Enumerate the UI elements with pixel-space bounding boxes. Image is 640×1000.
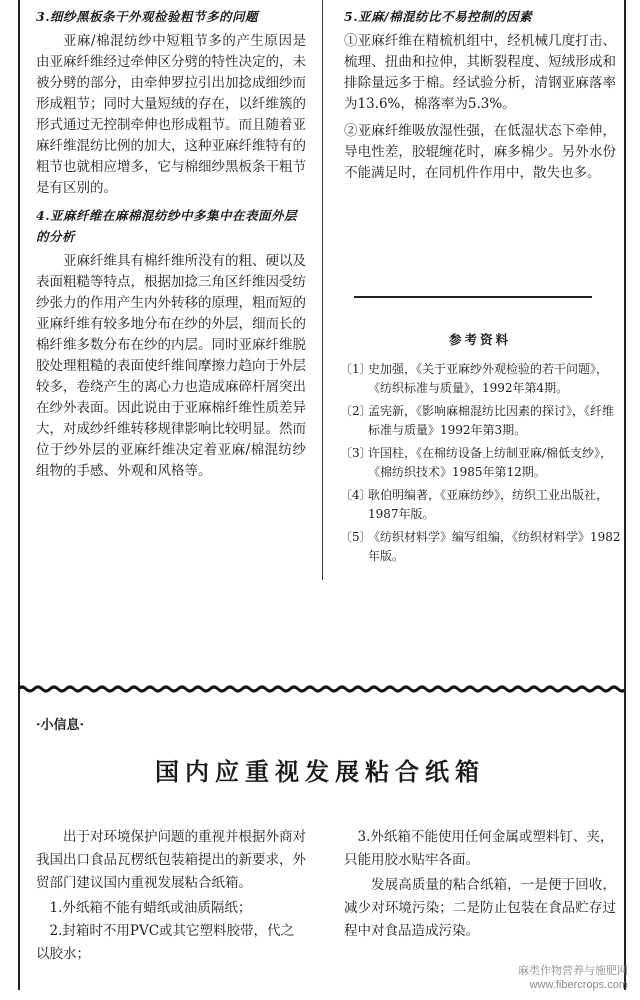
column-divider [322,0,323,580]
news-left-column [36,826,306,966]
reference-number: 〔3〕 [340,446,372,460]
left-column [36,6,306,488]
reference-item [340,444,622,482]
reference-number: 〔5〕 [340,530,372,544]
reference-text: 许国柱，《在棉纺设备上纺制亚麻/棉低支纱》，《棉纺织技术》1985年第12期。 [368,446,613,479]
news-item-2: 2.封箱时不用PVC或其它塑料胶带，代之以胶水； [36,923,295,962]
references-title: 参考资料 [448,332,511,347]
news-item-3: 3.外纸箱不能使用任何金属或塑料钉、夹，只能用胶水贴牢各面。 [344,829,614,868]
reference-text: 耿伯明编著，《亚麻纺纱》，纺织工业出版社，1987年版。 [368,488,609,521]
watermark-line-2: www.fibercrops.com [529,979,628,991]
reference-item [340,486,622,524]
section-3-paragraph: 亚麻/棉混纺纱中短粗节多的产生原因是由亚麻纤维经过牵伸区分劈的特性决定的，未被分劈的部分，由牵伸罗拉引出加捻成细纱而形成粗节；同时大量短绒的存在，以纤维簇的形式通过无控制牵伸也形成粗节。而且随着亚麻纤维混纺比例的加大，这种亚麻纤维特有的粗节也就相应增多，它与棉细纱黑板条干粗节是有区别的。 [36,33,306,196]
references-list [340,360,622,570]
section-4-heading: 4.亚麻纤维在麻棉混纺纱中多集中在表面外层的分析 [36,208,298,244]
reference-number: 〔2〕 [340,404,372,418]
reference-text: 史加强，《关于亚麻纱外观检验的若干问题》，《纺织标准与质量》，1992年第4期。 [368,362,609,395]
news-tag: ·小信息· [36,718,85,733]
section-3-heading: 3.细纱黑板条干外观检验粗节多的问题 [36,9,259,24]
reference-text: 《纺织材料学》编写组编，《纺织材料学》1982年版。 [368,530,621,563]
watermark-line-1: 麻类作物营养与施肥网 [518,965,628,977]
reference-item [340,528,622,566]
wavy-separator [18,684,624,694]
news-item-1: 1.外纸箱不能有蜡纸或油质隔纸； [49,900,252,916]
section-divider [354,296,592,298]
section-5-point-1: ①亚麻纤维在精梳机组中，经机械几度打击、梳理、扭曲和拉伸，其断裂程度、短绒形成和排除量远多于棉。经试验分析，清钢亚麻落率为13.6%，棉落率为5.3%。 [344,33,616,112]
section-4-paragraph: 亚麻纤维具有棉纤维所没有的粗、硬以及表面粗糙等特点，根据加捻三角区纤维因受纺纱张力的作用产生内外转移的原理，粗而短的亚麻纤维有较多地分布在纱的外层，细而长的棉纤维多数分布在纱的内层。同时亚麻纤维脱胶处理粗糙的表面使纤维间摩擦力趋向于外层较多，卷绕产生的离心力也造成麻碎杆屑突出在纱外表面。因此说由于亚麻棉纤维性质差异大，对成纱纤维转移规律影响比较明显。然而位于纱外层的亚麻纤维决定着亚麻/棉混纺纱组物的手感、外观和风格等。 [36,253,306,479]
reference-number: 〔1〕 [340,362,372,376]
news-conclusion: 发展高质量的粘合纸箱，一是便于回收，减少对环境污染；二是防止包装在食品贮存过程中对食品造成污染。 [344,877,616,939]
news-intro: 出于对环境保护问题的重视并根据外商对我国出口食品瓦楞纸包装箱提出的新要求，外贸部门建议国内重视发展粘合纸箱。 [36,829,306,891]
news-title: 国内应重视发展粘合纸箱 [155,757,485,786]
right-column [344,6,616,190]
reference-item [340,402,622,440]
section-5-heading: 5.亚麻/棉混纺比不易控制的因素 [344,9,533,24]
news-right-column [344,826,616,943]
reference-text: 孟宪新，《影响麻棉混纺比因素的探讨》，《纤维标准与质量》1992年第3期。 [368,404,615,437]
reference-number: 〔4〕 [340,488,372,502]
section-5-point-2: ②亚麻纤维吸放湿性强，在低湿状态下牵伸，导电性差，胶辊缠花时，麻多棉少。另外水份不能满足时，在同机件作用中，散失也多。 [344,123,616,181]
site-watermark [518,964,628,992]
reference-item [340,360,622,398]
